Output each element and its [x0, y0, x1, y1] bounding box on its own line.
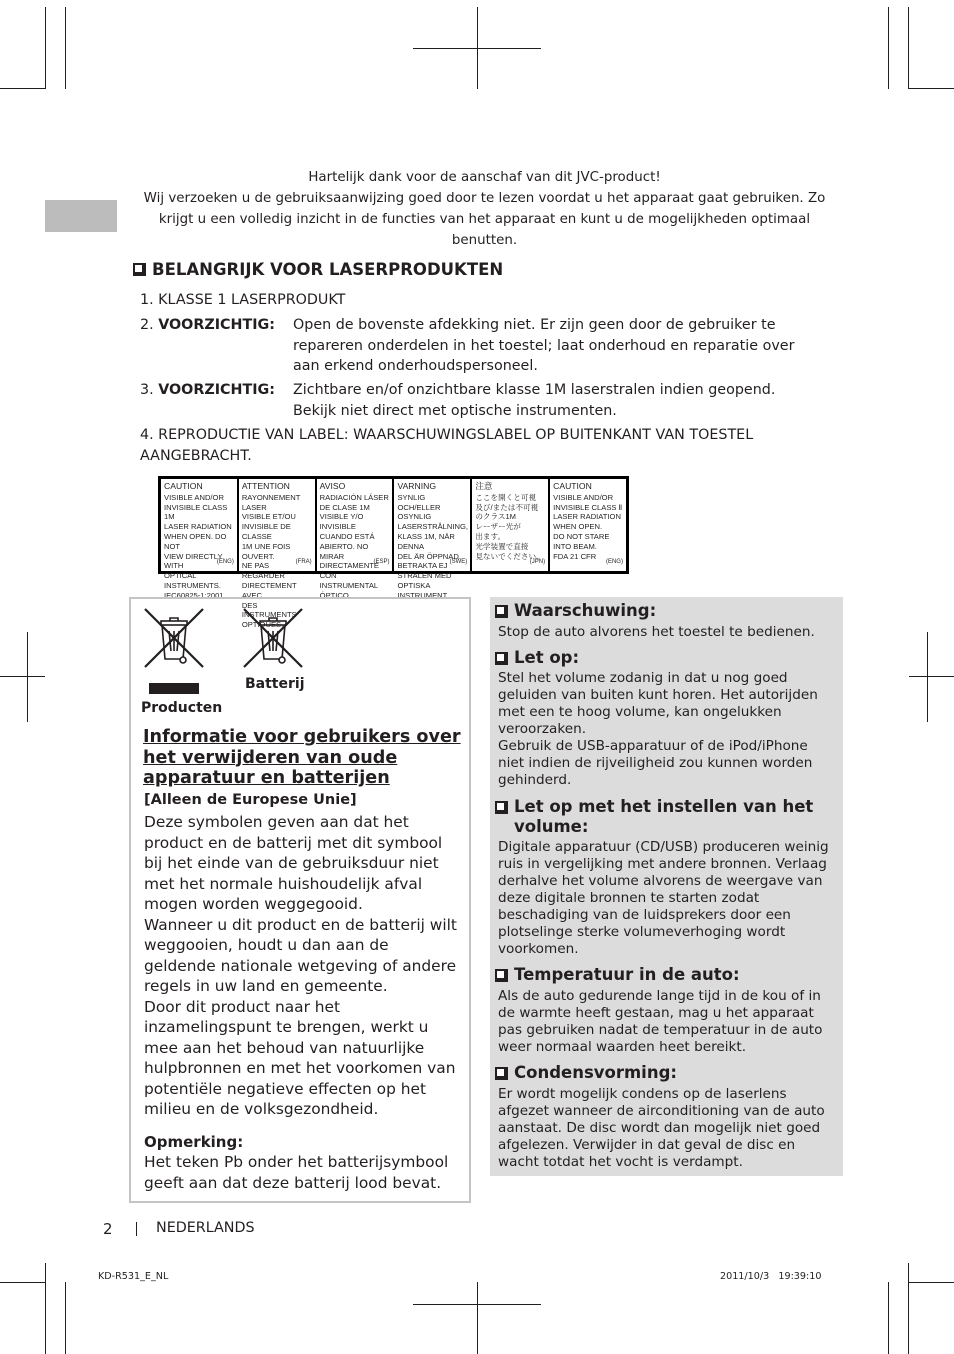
crop-mark	[65, 7, 66, 89]
volume-heading	[495, 797, 813, 837]
disposal-title	[143, 727, 463, 789]
crop-mark	[477, 1282, 478, 1354]
laser-item-text	[293, 315, 813, 377]
warning-label-line: KLASS 1M, NÄR DENNA	[397, 531, 455, 551]
footer-language: NEDERLANDS	[156, 1220, 255, 1236]
crop-mark	[27, 632, 28, 722]
temperature-heading	[495, 965, 740, 985]
crop-mark	[909, 88, 954, 89]
warning-label-line: OPTIQUES.	[241, 620, 284, 630]
section-square-icon	[495, 801, 508, 814]
text-line: aan erkend onderhoudspersoneel.	[293, 358, 538, 374]
warning-label-line: DEL ÄR ÖPPNAD.	[397, 551, 461, 561]
text-line: Bekijk niet direct met optische instrumenten.	[293, 402, 617, 419]
laser-item-1	[140, 290, 820, 311]
text-line: Open de bovenste afdekking niet. Er zijn geen door de gebruiker te	[293, 317, 776, 333]
warning-label-heading: CAUTION	[553, 481, 592, 491]
warning-label-line: LASERSTRÅLNING,	[397, 522, 468, 532]
warning-label-language-code: (ENG)	[216, 559, 234, 566]
caution-label: VOORZICHTIG:	[158, 317, 276, 333]
title-line: het verwijderen van oude	[143, 747, 398, 768]
warning-label-line: INVISIBLE CLASS Ⅱ	[553, 502, 623, 512]
warning-label-line: ÓPTICO.	[319, 590, 351, 600]
volume-text: Digitale apparatuur (CD/USB) produceren weinig ruis in vergelijking met andere bronnen. Verlaag derhalve het volume alvorens de weergave van deze digitale bronnen te starten zodat beschadiging van de luidsprekers door een plotselinge sterke volumeverhoging wordt voorkomen.	[498, 839, 829, 957]
warning-label-line: LASER RADIATION	[164, 522, 232, 532]
warning-label-line: VISIBLE ET/OU	[241, 512, 296, 522]
warning-label-language-code: (FRA)	[295, 559, 312, 566]
warning-label-line: DES INSTRUMENTS	[241, 600, 297, 620]
condensation-heading	[495, 1063, 677, 1083]
crop-mark	[888, 1282, 889, 1354]
heading-text: Condensvorming:	[514, 1063, 677, 1082]
warning-label-line: STRÅLEN MED OPTISKA	[397, 571, 452, 590]
warning-label-line: INVISIBLE DE CLASSE	[241, 522, 291, 541]
section-square-icon	[495, 1067, 508, 1080]
disposal-paragraph: Door dit product naar het inzamelingspunt te brengen, werkt u mee aan het behoud van natuurlijke hulpbronnen en met het voorkomen van potentiële negatieve effecten op het milieu en de volksgezondheid.	[144, 997, 456, 1118]
title-line: Informatie voor gebruikers over	[143, 727, 461, 747]
warning-label-line: IEC60825-1:2001	[164, 590, 224, 600]
item-number: 2.	[140, 317, 154, 333]
warning-label-line: ABIERTO. NO MIRAR	[319, 541, 369, 561]
warning-label-line: FDA 21 CFR	[553, 551, 597, 561]
intro-line: Wij verzoeken u de gebruiksaanwijzing goed door te lezen voordat u het apparaat gaat gebruiken. Zo	[143, 191, 826, 206]
crossed-bin-product-icon	[141, 605, 207, 671]
crop-mark	[0, 88, 45, 89]
warning-label-line: CUANDO ESTÁ	[319, 531, 375, 541]
warning-label-line: RADIACIÓN LÁSER	[319, 492, 389, 502]
warning-label-line: LASER RADIATION	[553, 512, 621, 522]
section-square-icon	[495, 652, 508, 665]
heading-text	[514, 797, 813, 837]
text-line: repareren onderdelen in het toestel; laat onderhoud en reparatie over	[293, 337, 795, 354]
crop-mark	[45, 7, 46, 89]
warning-label-line: 出ます。	[475, 531, 506, 541]
disposal-subtitle: [Alleen de Europese Unie]	[144, 792, 357, 808]
warning-label-line: 光学装置で直接	[475, 541, 529, 551]
intro-line: benutten.	[451, 233, 518, 248]
warning-label-line: BETRAKTA EJ	[397, 561, 448, 571]
warning-label-line: 1M UNE FOIS OUVERT.	[241, 541, 291, 561]
condensation-text: Er wordt mogelijk condens op de laserlens afgezet wanneer de airconditioning van de auto aanstaat. De disc wordt dan mogelijk niet goed afgelezen. Verwijder in dat geval de disc en wacht totdat het vocht is verdampt.	[498, 1086, 825, 1170]
warning-label-language-code: (SWE)	[449, 559, 468, 566]
product-underline-bar	[149, 683, 199, 694]
laser-heading-text: BELANGRIJK VOOR LASERPRODUKTEN	[152, 260, 504, 279]
page-number: 2	[103, 1220, 113, 1238]
laser-section-heading	[133, 260, 503, 279]
warning-label-heading: CAUTION	[164, 481, 203, 491]
crop-mark	[477, 7, 478, 89]
crop-mark	[908, 7, 909, 89]
warning-label-column	[161, 479, 239, 600]
warning-label-heading: AVISO	[319, 481, 346, 491]
crop-mark	[909, 676, 954, 677]
warning-label-line: DIRECTAMENTE	[319, 561, 380, 571]
warning-label-language-code: (JPN)	[529, 559, 546, 566]
warning-label-column	[550, 479, 626, 571]
crop-mark	[0, 676, 45, 677]
title-line: apparatuur en batterijen	[143, 768, 390, 788]
warning-label-line: DE CLASE 1M	[319, 502, 370, 512]
heading-text: Waarschuwing:	[514, 601, 657, 620]
intro-text	[132, 167, 837, 251]
crossed-bin-battery-icon	[240, 605, 306, 671]
warning-label-line: VISIBLE Y/O INVISIBLE	[319, 512, 364, 532]
warning-label-line: のクラス1M	[475, 512, 517, 522]
section-square-icon	[133, 263, 146, 276]
warning-label-heading: 注意	[475, 481, 493, 491]
intro-line: Hartelijk dank voor de aanschaf van dit JVC-product!	[308, 170, 661, 185]
intro-line: krijgt u een volledig inzicht in de functies van het apparaat en kunt u de mogelijkheden optimaal	[158, 212, 811, 227]
warning-label-column	[472, 479, 550, 571]
section-square-icon	[495, 969, 508, 982]
disposal-body	[144, 812, 464, 1120]
warning-label-line: NE PAS REGARDER	[241, 561, 285, 581]
warning-text: Stop de auto alvorens het toestel te bedienen.	[498, 624, 815, 640]
warning-label-line: INVISIBLE CLASS 1M	[164, 502, 228, 522]
item-number: 3.	[140, 382, 154, 398]
text-line: AANGEBRACHT.	[140, 447, 252, 464]
warning-label-line: INSTRUMENT.	[397, 590, 449, 600]
crop-mark	[0, 1282, 45, 1283]
print-timestamp	[720, 1271, 821, 1282]
warning-label-line: VISIBLE AND/OR	[553, 492, 614, 502]
caution-label: VOORZICHTIG:	[158, 382, 276, 398]
warning-label-line: 見ないでください。	[475, 551, 544, 561]
notice-paragraph: Gebruik de USB-apparatuur of de iPod/iPhone niet indien de rijveiligheid zou kunnen worden gehinderd.	[498, 738, 813, 788]
products-label: Producten	[141, 700, 223, 716]
letop-heading	[495, 648, 579, 668]
warning-label-line: DIRECTEMENT AVEC	[241, 580, 297, 600]
temperature-text: Als de auto gedurende lange tijd in de kou of in de warmte heeft gestaan, mag u het apparaat pas gebruiken nadat de temperatuur in de auto weer normaal waarden heet bereikt.	[498, 988, 823, 1055]
warning-label-heading: VARNING	[397, 481, 437, 491]
warning-label-line: VIEW DIRECTLY WITH	[164, 551, 223, 571]
warning-label-line: RAYONNEMENT LASER	[241, 492, 301, 512]
warning-label-column	[317, 479, 395, 600]
heading-line: Let op met het instellen van het	[514, 797, 814, 816]
warning-label-line: WHEN OPEN.	[553, 522, 603, 532]
laser-item-number	[140, 315, 275, 336]
disposal-paragraph: Deze symbolen geven aan dat het product en de batterij met dit symbool bij het einde van de gebruiksduur niet met het normale huishoudelijk afval mogen worden weggegooid.	[144, 813, 443, 913]
print-date: 2011/10/3	[720, 1271, 770, 1282]
crop-mark	[888, 7, 889, 89]
crop-mark	[927, 632, 928, 722]
warning-label-line: INTO BEAM.	[553, 541, 597, 551]
warning-label-language-code: (ENG)	[605, 559, 623, 566]
warning-label-line: SYNLIG OCH/ELLER	[397, 492, 441, 512]
warning-label-line: DO NOT STARE	[553, 531, 610, 541]
note-text: Het teken Pb onder het batterijsymbool geeft aan dat deze batterij lood bevat.	[144, 1153, 449, 1192]
crop-mark	[65, 1282, 66, 1354]
warning-label-language-code: (ESP)	[373, 559, 390, 566]
battery-label: Batterij	[245, 676, 305, 692]
note-heading: Opmerking:	[144, 1133, 244, 1151]
disposal-paragraph: Wanneer u dit product en de batterij wilt weggooien, houdt u dan aan de geldende nationale wetgeving of andere regels in uw land en gemeente.	[144, 915, 457, 995]
warning-label-heading: ATTENTION	[241, 481, 290, 491]
crop-mark	[908, 1263, 909, 1354]
warning-label-line: CON INSTRUMENTAL	[319, 571, 379, 590]
section-square-icon	[495, 605, 508, 618]
crop-mark	[909, 1282, 954, 1283]
laser-item-3	[140, 380, 820, 422]
warning-label-line: 及び/または不可視	[475, 502, 539, 512]
warning-label-column	[394, 479, 472, 600]
text-line: Zichtbare en/of onzichtbare klasse 1M laserstralen indien geopend.	[293, 382, 776, 398]
language-tab-marker	[45, 200, 117, 232]
crop-mark	[45, 1263, 46, 1354]
warning-label-column	[239, 479, 317, 630]
text-line: 4. REPRODUCTIE VAN LABEL: WAARSCHUWINGSLABEL OP BUITENKANT VAN TOESTEL	[140, 427, 754, 443]
warning-heading	[495, 601, 656, 621]
laser-item-number	[140, 380, 275, 401]
heading-text: Let op:	[514, 648, 580, 667]
laser-item-text: 1. KLASSE 1 LASERPRODUKT	[140, 292, 346, 308]
laser-item-2	[140, 315, 820, 377]
print-time: 19:39:10	[778, 1271, 822, 1282]
warning-label-line: レーザー光が	[475, 522, 521, 532]
letop-text	[498, 670, 838, 789]
footer-divider	[136, 1222, 137, 1236]
warning-label-line: ここを開くと可視	[475, 492, 537, 502]
notice-paragraph: Stel het volume zodanig in dat u nog goed geluiden van buiten kunt horen. Het autorijden met een te hoog volume, kan ongelukken veroorzaken.	[498, 670, 818, 737]
warning-label-line: OPTICAL INSTRUMENTS.	[164, 571, 221, 590]
laser-item-4	[140, 425, 820, 466]
laser-item-text	[293, 380, 813, 421]
warning-label-line: OSYNLIG	[397, 512, 432, 522]
print-file-id: KD-R531_E_NL	[98, 1271, 169, 1282]
heading-text: Temperatuur in de auto:	[514, 965, 740, 984]
warning-label-line: VISIBLE AND/OR	[164, 492, 224, 502]
heading-line: volume:	[514, 817, 589, 836]
warning-label-line: WHEN OPEN. DO NOT	[164, 531, 227, 551]
